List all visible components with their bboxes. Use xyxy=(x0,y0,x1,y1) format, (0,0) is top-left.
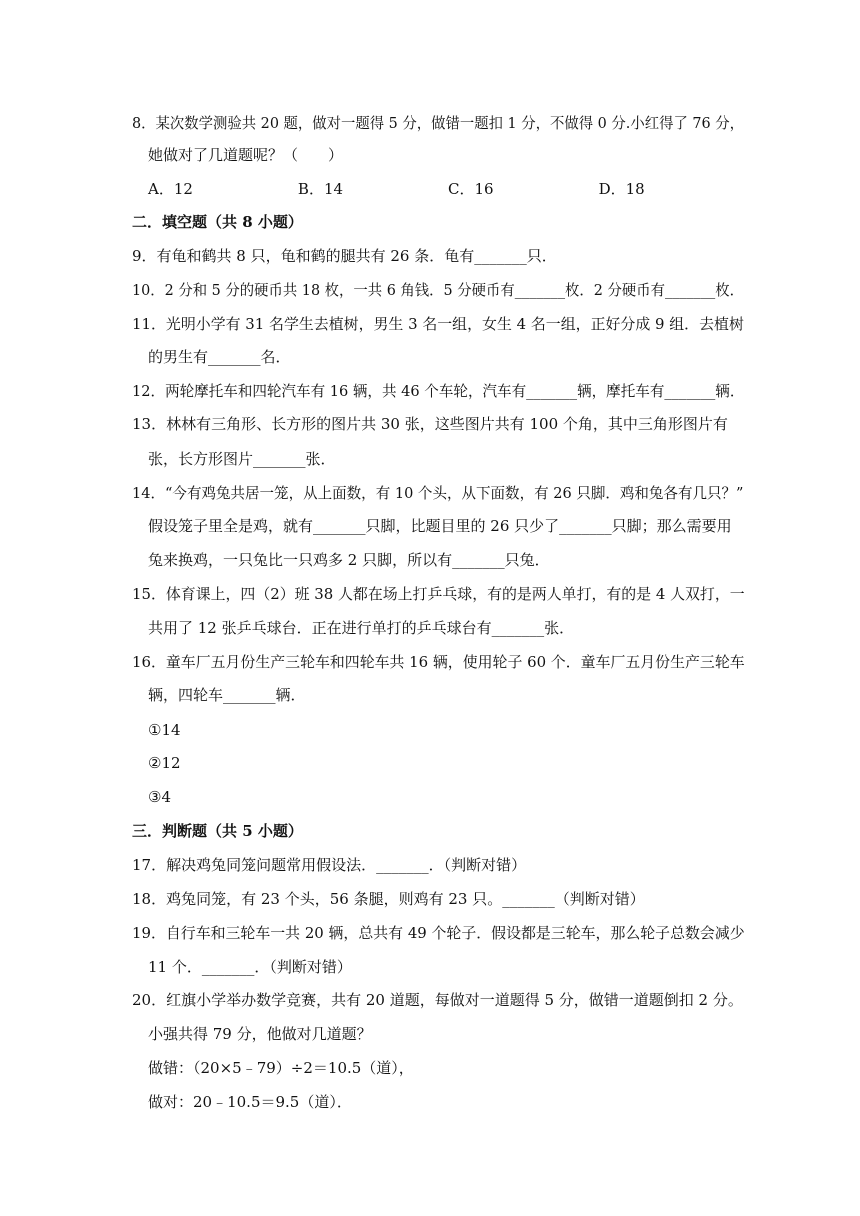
question-19-cont: 11 个．_______．（判断对错） xyxy=(148,958,352,976)
question-19: 19．自行车和三轮车一共 20 辆，总共有 49 个轮子．假设都是三轮车，那么轮子总数会减少 xyxy=(132,924,745,942)
question-17: 17．解决鸡兔同笼问题常用假设法．_______．（判断对错） xyxy=(132,856,527,874)
answer-choice-3: ③4 xyxy=(148,788,171,806)
answer-choice-2: ②12 xyxy=(148,754,181,772)
question-20: 20．红旗小学举办数学竞赛，共有 20 道题，每做对一道题得 5 分，做错一道题倒扣 2 分。 xyxy=(132,991,743,1009)
section-heading-fill-in: 二．填空题（共 8 小题） xyxy=(132,213,303,231)
section-heading-judgement: 三．判断题（共 5 小题） xyxy=(132,822,303,840)
question-11-cont: 的男生有_______名． xyxy=(148,348,291,366)
answer-choice-1: ①14 xyxy=(148,721,181,739)
question-11: 11．光明小学有 31 名学生去植树，男生 3 名一组，女生 4 名一组，正好分成 9 组．去植树 xyxy=(132,315,744,333)
question-13-cont: 张，长方形图片_______张． xyxy=(148,450,336,468)
question-14-cont-1: 假设笼子里全是鸡，就有_______只脚，比题目里的 26 只少了_______只脚；那么需要用 xyxy=(148,517,732,535)
question-8: 8．某次数学测验共 20 题，做对一题得 5 分，做错一题扣 1 分，不做得 0 分.小红得了 76 分， xyxy=(132,114,744,132)
question-20-work-2: 做对：20﹣10.5＝9.5（道）． xyxy=(148,1093,352,1111)
question-14: 14．“今有鸡兔共居一笼，从上面数，有 10 个头，从下面数，有 26 只脚．鸡和兔各有几只？” xyxy=(132,484,744,502)
question-15: 15．体育课上，四（2）班 38 人都在场上打乒乓球，有的是两人单打，有的是 4 人双打，一 xyxy=(132,585,745,603)
question-12: 12．两轮摩托车和四轮汽车有 16 辆，共 46 个车轮，汽车有_______辆，摩托车有_______辆． xyxy=(132,382,745,400)
question-16: 16．童车厂五月份生产三轮车和四轮车共 16 辆，使用轮子 60 个．童车厂五月份生产三轮车 xyxy=(132,653,745,671)
question-15-cont: 共用了 12 张乒乓球台．正在进行单打的乒乓球台有_______张． xyxy=(148,619,575,637)
question-8-cont: 她做对了几道题呢？（ ） xyxy=(148,146,344,164)
question-20-work-1: 做错：（20×5﹣79）÷2＝10.5（道）， xyxy=(148,1059,414,1077)
question-9: 9．有龟和鹤共 8 只，龟和鹤的腿共有 26 条．龟有_______只． xyxy=(132,247,557,265)
question-18: 18．鸡兔同笼，有 23 个头，56 条腿，则鸡有 23 只。_______（判断对错） xyxy=(132,890,645,908)
question-16-cont: 辆，四轮车_______辆． xyxy=(148,686,306,704)
question-8-options: A．12 B．14 C．16 D．18 xyxy=(148,180,645,198)
question-10: 10．2 分和 5 分的硬币共 18 枚，一共 6 角钱．5 分硬币有_______枚．2 分硬币有_______枚． xyxy=(132,281,744,299)
question-20-cont: 小强共得 79 分，他做对几道题？ xyxy=(148,1025,372,1043)
question-14-cont-2: 兔来换鸡，一只兔比一只鸡多 2 只脚，所以有_______只兔． xyxy=(148,551,550,569)
question-13: 13．林林有三角形、长方形的图片共 30 张，这些图片共有 100 个角，其中三角形图片有 xyxy=(132,415,728,433)
